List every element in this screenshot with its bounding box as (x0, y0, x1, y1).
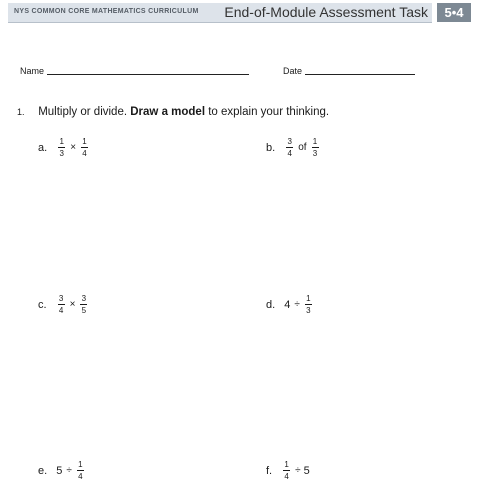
fraction (283, 460, 290, 481)
denominator: 4 (78, 472, 83, 481)
problem-label: b. (266, 141, 276, 154)
fraction (286, 137, 293, 158)
numerator: 1 (312, 137, 318, 146)
fraction (58, 294, 65, 315)
problem-label: a. (38, 141, 48, 154)
numerator: 1 (306, 294, 311, 303)
task-title: End-of-Module Assessment Task (224, 4, 428, 20)
question-text-a: Multiply or divide. (38, 106, 128, 118)
problem-label: c. (38, 298, 47, 311)
operator: ÷ (295, 465, 301, 476)
date-label: Date (283, 66, 303, 76)
denominator: 4 (284, 472, 289, 481)
numerator: 1 (284, 460, 289, 469)
curriculum-title: NYS COMMON CORE MATHEMATICS CURRICULUM (14, 8, 199, 15)
fraction (305, 294, 312, 315)
numerator: 1 (59, 137, 64, 146)
question-text-bold: Draw a model (130, 106, 206, 118)
problem-label: e. (38, 464, 48, 477)
problem-d (266, 294, 314, 315)
whole-number: 5 (303, 464, 310, 477)
module-badge: 5•4 (437, 3, 471, 22)
date-field[interactable] (305, 74, 415, 75)
problem-label: f. (266, 464, 273, 477)
denominator: 4 (82, 149, 87, 158)
fraction (81, 137, 88, 158)
question-text-b: to explain your thinking. (208, 106, 330, 118)
problem-e (38, 460, 86, 481)
denominator: 3 (59, 149, 64, 158)
fraction (77, 460, 84, 481)
denominator: 4 (58, 306, 64, 315)
denominator: 3 (306, 306, 311, 315)
page-header (8, 3, 432, 23)
whole-number: 4 (284, 298, 291, 311)
fraction (312, 137, 319, 158)
problem-b (266, 137, 321, 158)
operator: × (69, 299, 76, 310)
denominator: 5 (81, 306, 87, 315)
fraction (58, 137, 65, 158)
whole-number: 5 (56, 464, 63, 477)
operator: ÷ (66, 465, 72, 476)
operator: ÷ (294, 299, 300, 310)
denominator: 3 (312, 149, 318, 158)
problem-label: d. (266, 298, 276, 311)
name-label: Name (20, 66, 45, 76)
name-field[interactable] (47, 74, 249, 75)
problem-f (266, 460, 311, 481)
operator: × (70, 142, 77, 153)
operator: of (298, 142, 307, 153)
denominator: 4 (287, 149, 292, 158)
numerator: 3 (81, 294, 87, 303)
problem-a (38, 137, 90, 158)
numerator: 3 (287, 137, 292, 146)
question-number: 1. (17, 107, 25, 117)
question-1 (17, 106, 329, 118)
fraction (80, 294, 87, 315)
numerator: 1 (82, 137, 87, 146)
problem-c (38, 294, 89, 315)
numerator: 1 (78, 460, 83, 469)
numerator: 3 (58, 294, 64, 303)
